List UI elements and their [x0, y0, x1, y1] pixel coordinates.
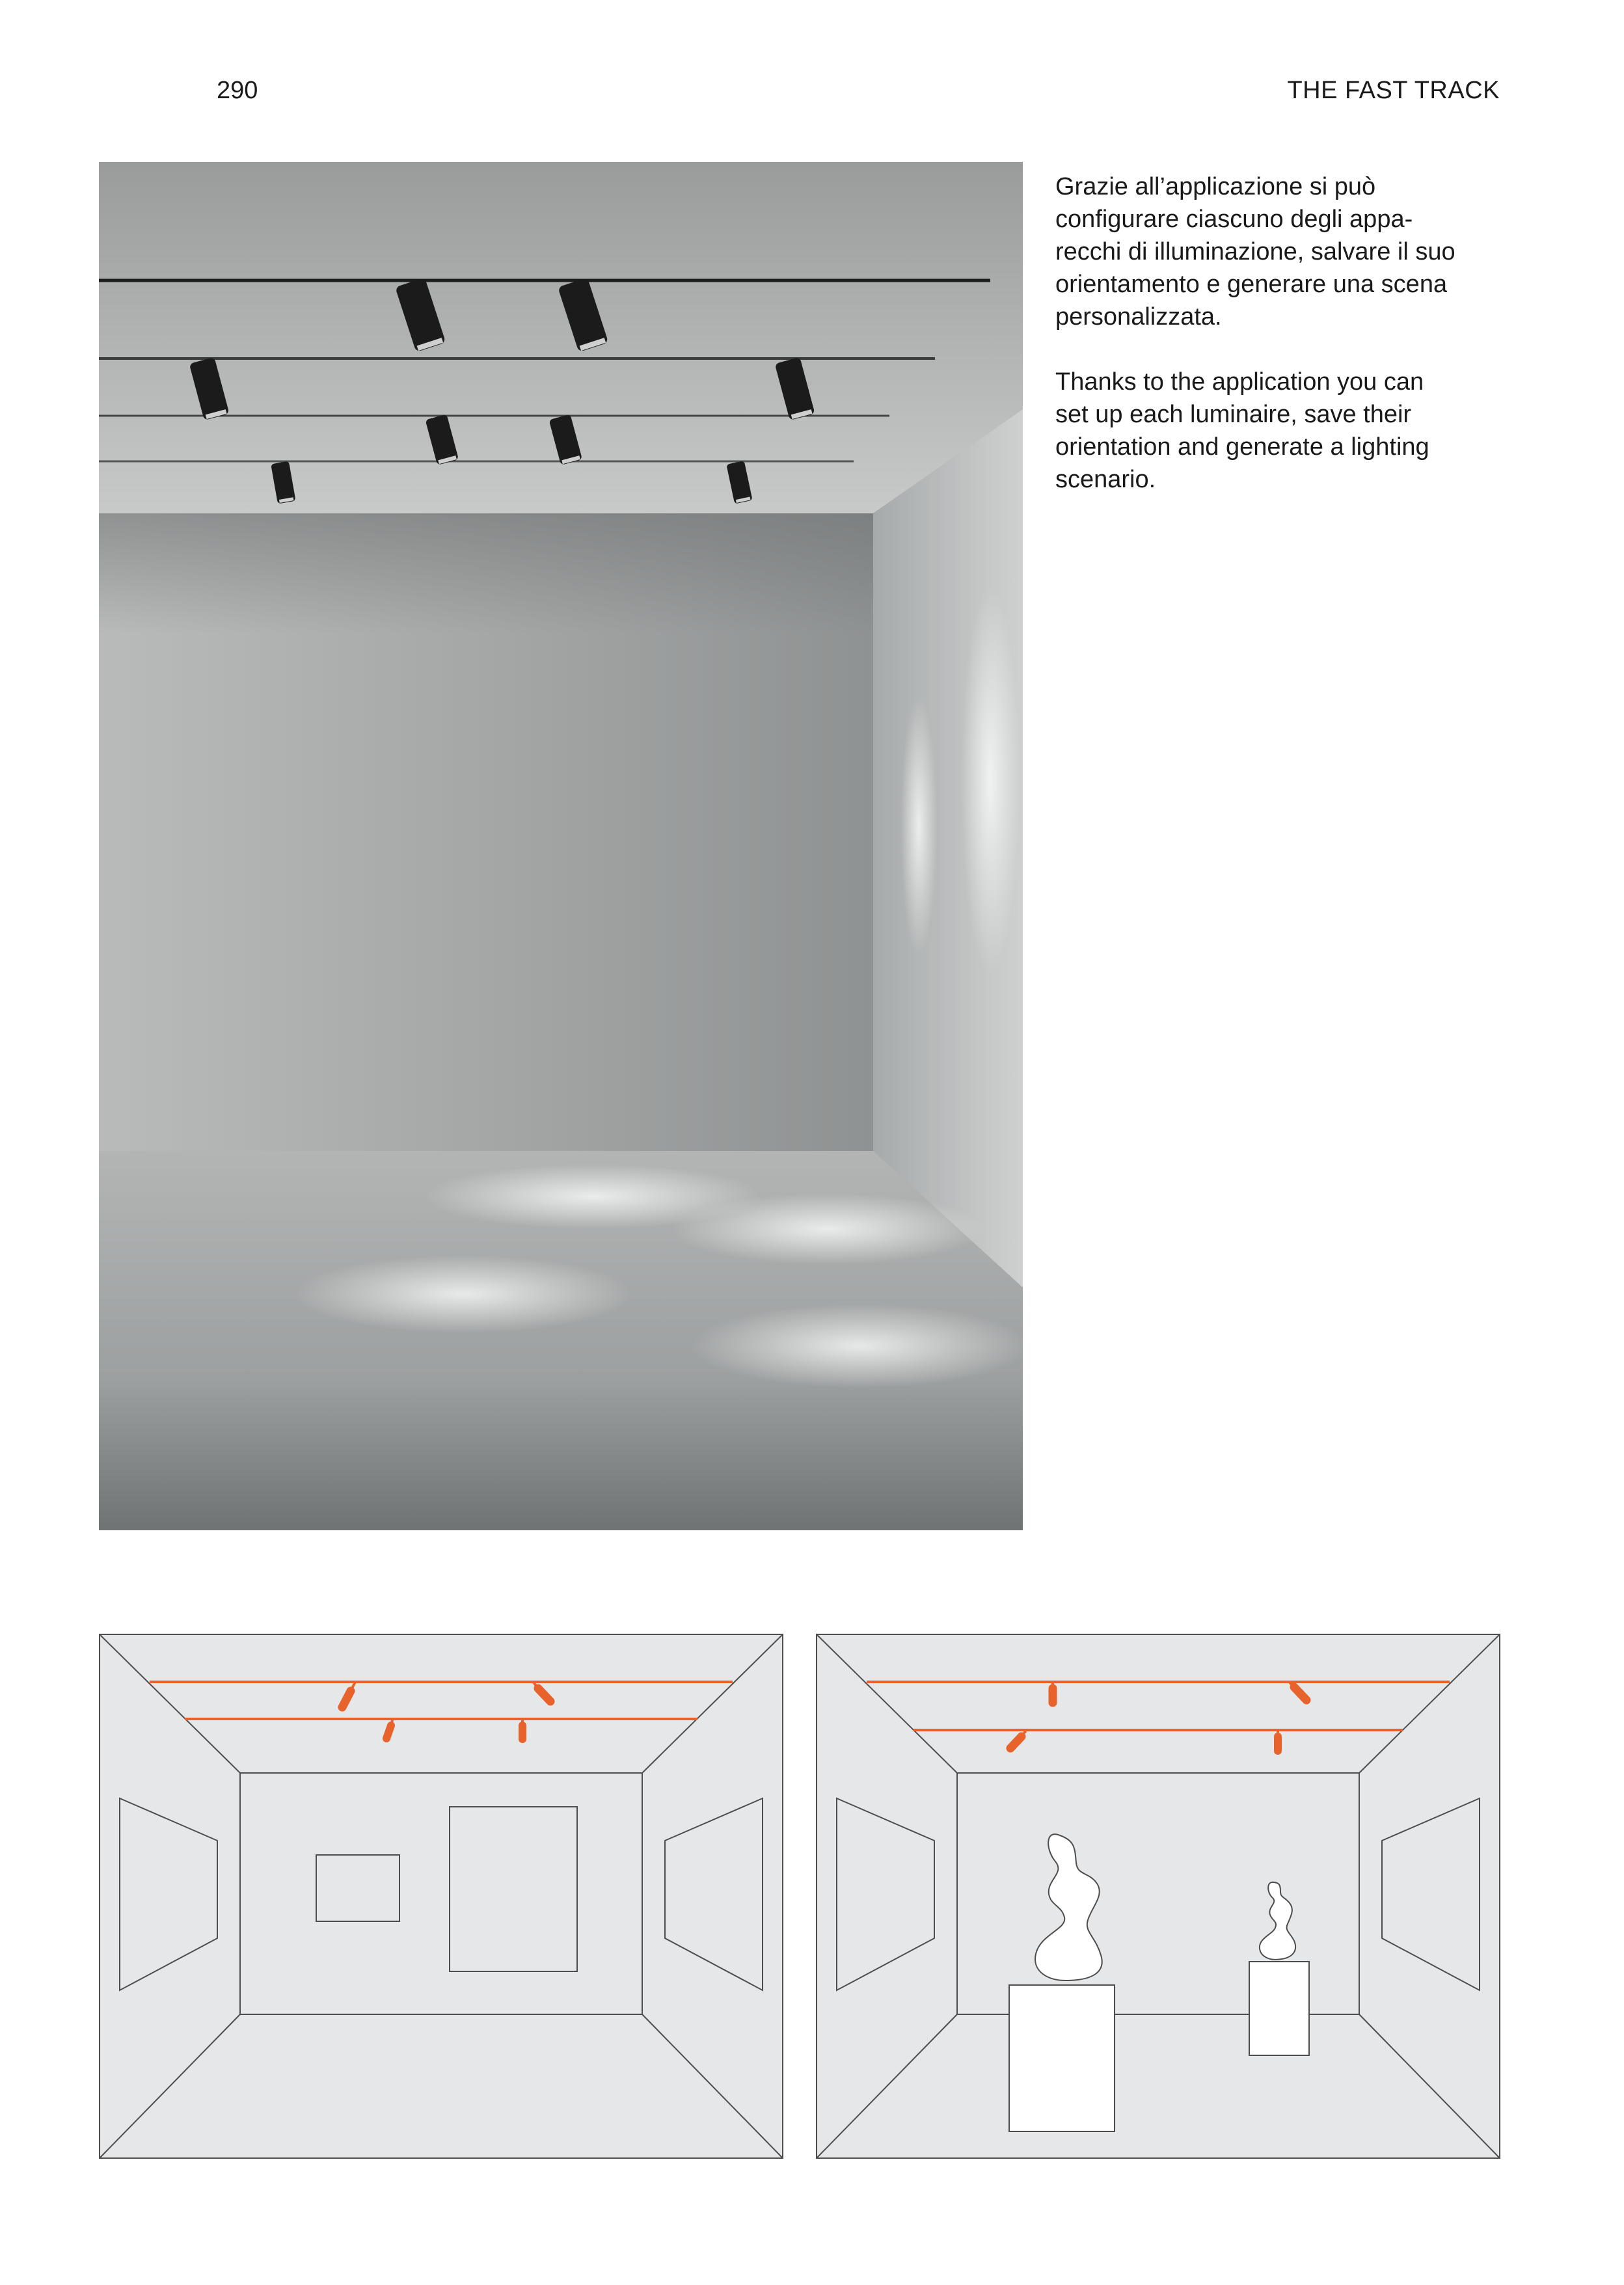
- diagram-sculptures-svg: [816, 1634, 1500, 2159]
- description-english: Thanks to the application you can set up each luminaire, save their orientation and generate a lighting scenario.: [1055, 368, 1429, 493]
- diagram-paintings-svg: [99, 1634, 783, 2159]
- description-italian: Grazie all’applicazione si può configurare ciascuno degli appa- recchi di illuminazione, salvare il suo orientamento e generare una scena personalizzata.: [1055, 173, 1455, 331]
- diagram-room-sculptures: [816, 1634, 1500, 2159]
- diagram-room-paintings: [99, 1634, 783, 2159]
- plinth-small: [1249, 1962, 1309, 2055]
- description-text: [1055, 170, 1511, 528]
- running-title: THE FAST TRACK: [1287, 77, 1500, 104]
- page-number: 290: [217, 77, 258, 104]
- gallery-room-render: [99, 162, 1023, 1530]
- gallery-room-photo: [99, 162, 1023, 1530]
- plinth-large: [1009, 1985, 1115, 2131]
